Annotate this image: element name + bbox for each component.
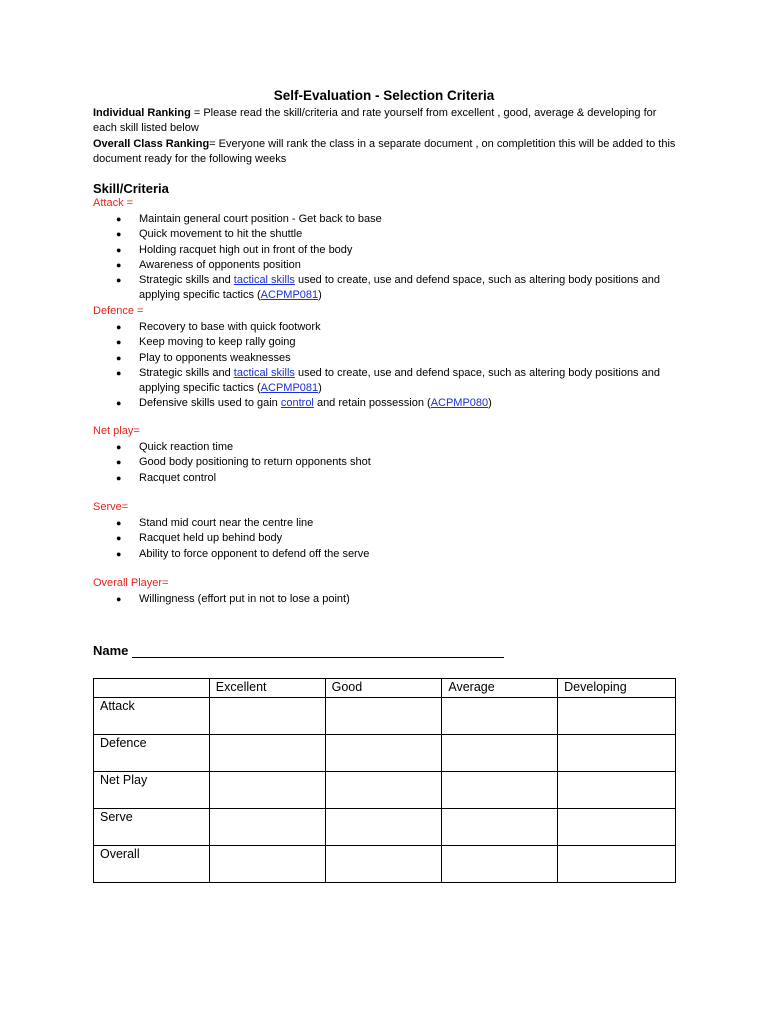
row-label: Attack — [94, 698, 210, 735]
rating-cell[interactable] — [209, 772, 325, 809]
list-item: ● Play to opponents weaknesses — [93, 351, 683, 366]
list-item: ● Awareness of opponents position — [93, 258, 683, 273]
rating-cell[interactable] — [558, 772, 676, 809]
list-item: ● Holding racquet high out in front of the body — [93, 243, 683, 258]
bullet-icon: ● — [116, 322, 122, 332]
rating-cell[interactable] — [442, 772, 558, 809]
bullet-icon: ● — [116, 533, 122, 544]
list-item: ● Good body positioning to return opponents shot — [93, 455, 683, 470]
rating-cell[interactable] — [442, 846, 558, 883]
individual-ranking-label: Individual Ranking — [93, 107, 191, 119]
bullet-icon: ● — [116, 594, 122, 604]
rating-cell[interactable] — [209, 846, 325, 883]
attack-label: Attack = — [93, 197, 134, 209]
tactical-skills-link[interactable]: tactical skills — [233, 274, 295, 287]
acpmp081-link[interactable]: ACPMP081 — [260, 289, 319, 302]
control-link[interactable]: control — [280, 397, 314, 410]
list-item: ● Racquet held up behind body — [93, 531, 683, 546]
bullet-icon: ● — [116, 352, 122, 363]
table-header-cell: Developing — [558, 679, 676, 698]
table-header-cell: Good — [325, 679, 442, 698]
name-field — [93, 643, 504, 658]
row-label: Defence — [94, 735, 210, 772]
net-play-label: Net play= — [93, 425, 140, 437]
list-item: ● Stand mid court near the centre line — [93, 516, 683, 531]
table-header-cell: Average — [442, 679, 558, 698]
rating-cell[interactable] — [209, 809, 325, 846]
rating-cell[interactable] — [325, 809, 442, 846]
row-label: Overall — [94, 846, 210, 883]
list-item: ● Maintain general court position - Get back to base — [93, 212, 683, 227]
bullet-icon: ● — [116, 518, 122, 528]
name-label: Name — [93, 643, 129, 658]
defence-label: Defence = — [93, 305, 144, 317]
table-row — [94, 698, 676, 735]
serve-label: Serve= — [93, 501, 129, 513]
rating-cell[interactable] — [442, 698, 558, 735]
bullet-icon: ● — [116, 367, 122, 378]
bullet-icon: ● — [116, 244, 122, 255]
bullet-icon: ● — [116, 229, 122, 240]
serve-list — [93, 516, 683, 562]
rating-cell[interactable] — [209, 698, 325, 735]
list-item: ● Strategic skills and tactical skills used to create, use and defend space, such as altering body positions and applying specific tactics (ACPMP081) — [116, 366, 660, 395]
attack-list — [93, 212, 683, 304]
acpmp081-link[interactable]: ACPMP081 — [260, 382, 319, 395]
table-row — [94, 772, 676, 809]
list-item: ● Defensive skills used to gain control and retain possession (ACPMP080) — [93, 396, 683, 411]
rating-cell[interactable] — [325, 846, 442, 883]
acpmp080-link[interactable]: ACPMP080 — [430, 397, 489, 410]
table-row — [94, 846, 676, 883]
rating-cell[interactable] — [209, 735, 325, 772]
row-label: Serve — [94, 809, 210, 846]
individual-ranking-text: = Please read the skill/criteria and rate yourself from excellent , good, average & developing for each skill listed below — [93, 107, 657, 135]
table-header-cell: Excellent — [209, 679, 325, 698]
bullet-icon: ● — [116, 337, 122, 348]
bullet-icon: ● — [116, 398, 122, 409]
skill-criteria-heading: Skill/Criteria — [93, 181, 169, 196]
list-item: ● Keep moving to keep rally going — [93, 335, 683, 350]
defence-list — [93, 320, 683, 412]
rating-cell[interactable] — [558, 735, 676, 772]
rating-cell[interactable] — [558, 846, 676, 883]
overall-ranking-text: = Everyone will rank the class in a separate document , on completition this will be added to this document ready for the following weeks — [93, 137, 676, 165]
rating-cell[interactable] — [325, 735, 442, 772]
rating-cell[interactable] — [325, 772, 442, 809]
overall-player-label: Overall Player= — [93, 577, 169, 589]
bullet-icon: ● — [116, 457, 122, 468]
evaluation-table — [93, 678, 676, 883]
rating-cell[interactable] — [325, 698, 442, 735]
bullet-icon: ● — [116, 548, 122, 559]
bullet-icon: ● — [116, 214, 122, 224]
table-row — [94, 735, 676, 772]
intro-text — [93, 106, 683, 167]
bullet-icon: ● — [116, 259, 122, 270]
list-item: ● Ability to force opponent to defend off the serve — [93, 547, 683, 562]
bullet-icon: ● — [116, 442, 122, 452]
rating-cell[interactable] — [442, 735, 558, 772]
bullet-icon: ● — [116, 472, 122, 483]
list-item: ● Quick reaction time — [93, 440, 683, 455]
list-item: ● Quick movement to hit the shuttle — [93, 227, 683, 242]
page-title: Self-Evaluation - Selection Criteria — [273, 88, 495, 103]
table-header-row — [94, 679, 676, 698]
row-label: Net Play — [94, 772, 210, 809]
table-header-cell — [94, 679, 210, 698]
name-input-line[interactable] — [132, 643, 504, 658]
list-item: ● Willingness (effort put in not to lose a point) — [93, 592, 683, 607]
rating-cell[interactable] — [558, 698, 676, 735]
overall-ranking-label: Overall Class Ranking — [93, 137, 210, 150]
rating-cell[interactable] — [442, 809, 558, 846]
tactical-skills-link[interactable]: tactical skills — [233, 366, 295, 379]
list-item: ● Strategic skills and tactical skills used to create, use and defend space, such as altering body positions and applying specific tactics (ACPMP081) — [116, 274, 660, 302]
list-item: ● Recovery to base with quick footwork — [93, 320, 683, 335]
table-row — [94, 809, 676, 846]
bullet-icon: ● — [116, 275, 122, 286]
net-play-list — [93, 440, 683, 486]
list-item: ● Racquet control — [93, 471, 683, 486]
overall-player-list — [93, 592, 683, 607]
rating-cell[interactable] — [558, 809, 676, 846]
